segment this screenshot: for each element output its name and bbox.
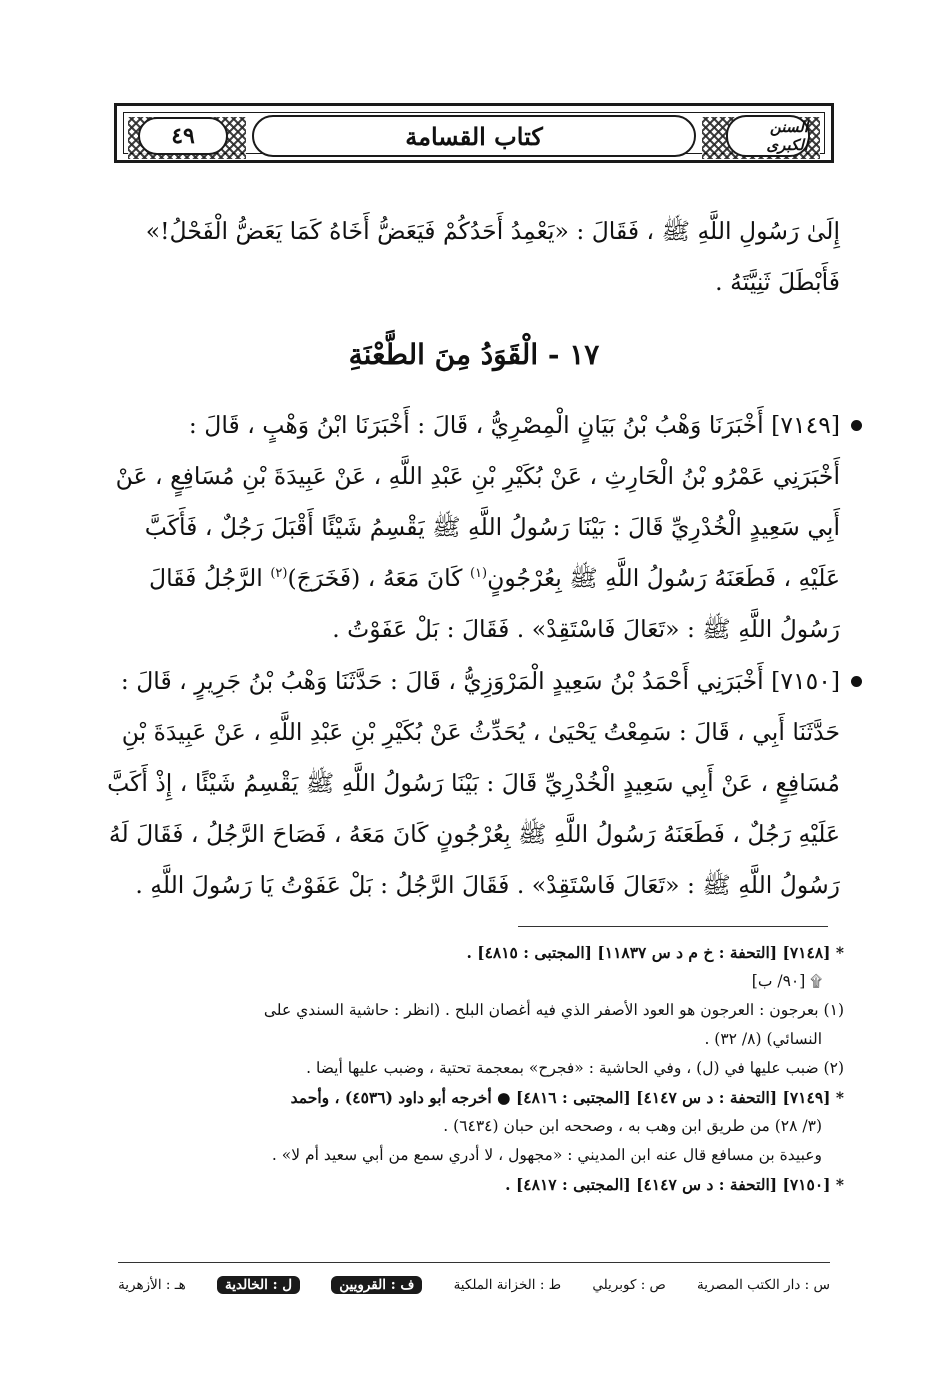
legend-divider (118, 1262, 830, 1263)
hadith-7149-line-4b: كَانَ مَعَهُ ، (فَخَرَجَ) (287, 564, 463, 592)
footnote-takhrij-7149-line-1: * [٧١٤٩] [التحفة : د س ٤١٤٧] [المجتبى : ٤٨١٦] ● أخرجه أبو داود (٤٥٣٦) ، وأحمد (290, 1088, 844, 1107)
hadith-7150-line-1: [٧١٥٠] أَخْبَرَنِي أَحْمَدُ بْنُ سَعِيدٍ الْمَرْوَزِيُّ ، قَالَ : حَدَّثَنَا وَهْبُ بْنُ جَرِيرٍ ، قَالَ : (120, 667, 840, 695)
footnote-takhrij-7150: * [٧١٥٠] [التحفة : د س ٤١٤٧] [المجتبى : ٤٨١٧] . (505, 1175, 844, 1194)
hadith-7149-line-4 (108, 553, 840, 604)
hadith-7150-line-3: مُسَافِعٍ ، عَنْ أَبِي سَعِيدٍ الْخُدْرِيِّ قَالَ : بَيْنَا رَسُولُ اللَّهِ ﷺ يَقْسِمُ شَيْئًا ، إِذْ أَكَبَّ (107, 769, 840, 797)
footnote-2: (٢) ضبب عليها في (ل) ، وفي الحاشية : «فجرح» بمعجمة تحتية ، وضبب عليها أيضا . (306, 1059, 844, 1077)
hadith-7150-line-5: رَسُولُ اللَّهِ ﷺ : «تَعَالَ فَاسْتَقِدْ» . فَقَالَ الرَّجُلُ : بَلْ عَفَوْتُ يَا رَسُولَ اللَّهِ . (135, 871, 840, 899)
hadith-7150-paragraph (108, 656, 840, 911)
footnote-takhrij-7149-line-3: وعبيدة بن مسافع قال عنه ابن المديني : «مجهول ، لا أدري سمع من أبي سعيد أم لا» . (271, 1146, 822, 1164)
footnote-ref-2: (٢) (270, 566, 288, 582)
bullet-icon (851, 676, 862, 687)
header-frame (123, 112, 825, 154)
legend-item-s: س : دار الكتب المصرية (697, 1277, 830, 1293)
footnote-takhrij-7149-line-2: (٣/ ٢٨) من طريق ابن وهب به ، وصححه ابن حبان (٦٤٣٤) . (443, 1117, 822, 1135)
footnote-takhrij-7148: * [٧١٤٨] [التحفة : خ م د س ١١٨٣٧] [المجتبى : ٤٨١٥] . (466, 943, 844, 962)
legend-item-ta: ط : الخزانة الملكية (453, 1277, 562, 1293)
hadith-7150-line-2: حَدَّثَنَا أَبِي ، قَالَ : سَمِعْتُ يَحْيَىٰ ، يُحَدِّثُ عَنْ بُكَيْرِ بْنِ عَبْدِ اللَّهِ ، عَنْ عَبِيدَةَ بْنِ (121, 718, 840, 746)
hadith-7149-line-2: أَخْبَرَنِي عَمْرُو بْنُ الْحَارِثِ ، عَنْ بُكَيْرِ بْنِ عَبْدِ اللَّهِ ، عَنْ عَبِيدَةَ بْنِ مُسَافِعٍ ، عَنْ (115, 462, 840, 490)
intro-line-2: فَأَبْطَلَ ثَنِيَّتَهُ . (715, 268, 840, 296)
hadith-7149-line-4c: الرَّجُلُ فَقَالَ (149, 564, 263, 592)
page-header-banner (114, 103, 834, 163)
hadith-7149-line-5: رَسُولُ اللَّهِ ﷺ : «تَعَالَ فَاسْتَقِدْ» . فَقَالَ : بَلْ عَفَوْتُ . (332, 615, 840, 643)
hadith-7149-line-3: أَبِي سَعِيدٍ الْخُدْرِيِّ قَالَ : بَيْنَا رَسُولُ اللَّهِ ﷺ يَقْسِمُ شَيْئًا أَقْبَلَ رَجُلٌ ، فَأَكَبَّ (144, 513, 840, 541)
intro-paragraph (108, 206, 840, 308)
legend-item-fa: ف : القرويين (331, 1276, 422, 1294)
legend-item-lam: ل : الخالدية (217, 1276, 300, 1294)
footnote-ref-1: (١) (469, 566, 488, 582)
manuscript-legend (118, 1272, 830, 1298)
hadith-7150 (108, 656, 840, 911)
hadith-7149-line-1: [٧١٤٩] أَخْبَرَنَا وَهْبُ بْنُ بَيَانٍ الْمِصْرِيُّ ، قَالَ : أَخْبَرَنَا ابْنُ وَهْبٍ ، قَالَ : (188, 411, 840, 439)
page-number: ٤٩ (138, 117, 228, 155)
footnote-folio-marker: ۩ [٩٠/ ب] (751, 972, 822, 990)
footnote-divider (518, 926, 828, 927)
chapter-heading: ١٧ - الْقَوَدُ مِنَ الطَّعْنَةِ (348, 338, 600, 371)
bullet-icon (851, 420, 862, 431)
footnotes (108, 938, 844, 1199)
legend-item-sad: ص : كوبريلي (592, 1277, 666, 1293)
footnote-1-line-1: (١) بعرجون : العرجون هو العود الأصفر الذي فيه أغصان البلح . (انظر : حاشية السندي على (263, 1001, 844, 1019)
book-title: كتاب القسامة (252, 115, 696, 157)
hadith-7150-line-4: عَلَيْهِ رَجُلٌ ، فَطَعَنَهُ رَسُولُ اللَّهِ ﷺ بِعُرْجُونٍ كَانَ مَعَهُ ، فَصَاحَ الرَّجُلُ ، فَقَالَ لَهُ (108, 820, 840, 848)
hadith-7149-line-4a: عَلَيْهِ ، فَطَعَنَهُ رَسُولُ اللَّهِ ﷺ بِعُرْجُونٍ (487, 564, 840, 592)
legend-item-ha: هـ : الأزهرية (118, 1277, 186, 1293)
hadith-7149 (108, 400, 840, 655)
hadith-7149-paragraph (108, 400, 840, 655)
book-seal-logo: السنن الكبرى (726, 115, 810, 157)
intro-line-1: إِلَىٰ رَسُولِ اللَّهِ ﷺ ، فَقَالَ : «يَعْمِدُ أَحَدُكُمْ فَيَعَضُّ أَخَاهُ كَمَا يَعَضُّ الْفَحْلُ!» (145, 217, 840, 245)
footnote-1-line-2: النسائي) (٨/ ٣٢) . (704, 1030, 822, 1048)
